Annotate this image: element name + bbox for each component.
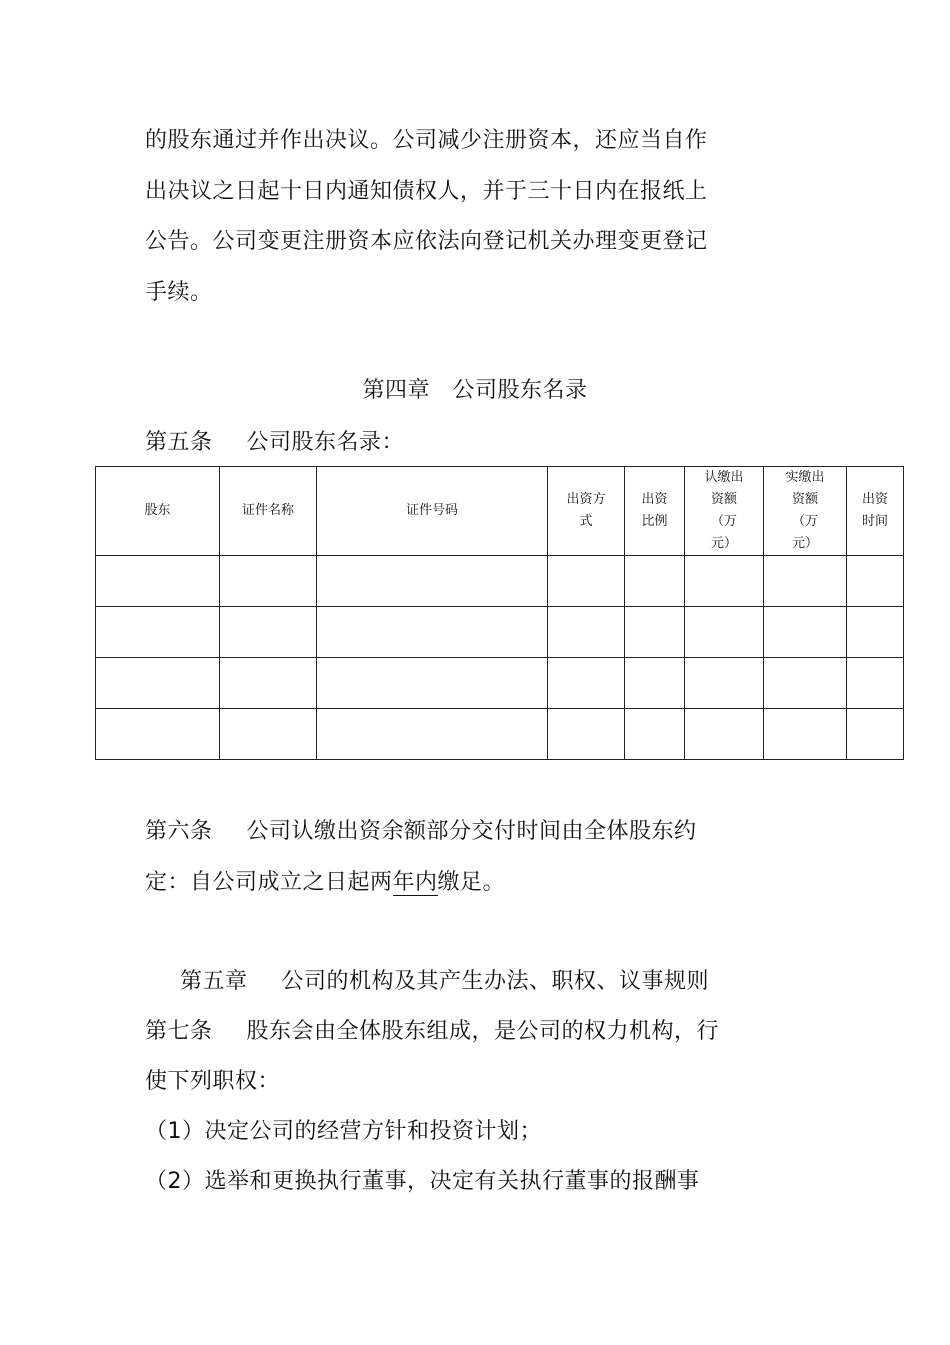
article-5-text: 公司股东名录： [246,430,405,455]
header-paid-amount: 实缴出 资额 （万 元） [764,467,847,556]
article-6-label: 第六条 [145,819,213,844]
table-row [96,658,904,709]
header-id-type: 证件名称 [220,467,317,556]
table-cell [548,658,625,709]
table-cell [548,556,625,607]
table-cell [685,607,764,658]
table-row [96,709,904,760]
table-cell [96,607,220,658]
table-cell [548,709,625,760]
table-cell [685,709,764,760]
article-6-text: 公司认缴出资余额部分交付时间由全体股东约 [246,819,697,844]
list-item: （2）选举和更换执行董事，决定有关执行董事的报酬事 [145,1169,700,1194]
table-cell [625,709,685,760]
chapter-5-heading [180,967,709,997]
table-cell [317,556,548,607]
table-cell [96,709,220,760]
article-7-line: 使下列职权： [145,1069,281,1094]
table-cell [764,658,847,709]
chapter-4-heading: 第四章 公司股东名录 [362,378,588,403]
header-subscribed-amount: 认缴出 资额 （万 元） [685,467,764,556]
table-cell [220,607,317,658]
intro-line: 出决议之日起十日内通知债权人，并于三十日内在报纸上 [145,179,708,204]
table-cell [96,556,220,607]
article-6-text: 定：自公司成立之日起两 [145,870,393,895]
table-cell [317,658,548,709]
header-shareholder: 股东 [96,467,220,556]
table-cell [625,607,685,658]
article-7-text: 股东会由全体股东组成，是公司的权力机构，行 [246,1019,720,1044]
table-cell [220,658,317,709]
header-id-number: 证件号码 [317,467,548,556]
table-cell [685,556,764,607]
table-cell [220,709,317,760]
article-7-line [145,1017,719,1047]
list-item: （1）决定公司的经营方针和投资计划； [145,1119,542,1144]
table-cell [764,556,847,607]
header-contribution-ratio: 出资 比例 [625,467,685,556]
table-header-row [96,467,904,556]
header-contribution-time: 出资 时间 [847,467,904,556]
table-cell [685,658,764,709]
shareholder-table [95,466,904,760]
table-cell [220,556,317,607]
table-cell [764,607,847,658]
intro-line: 公告。公司变更注册资本应依法向登记机关办理变更登记 [145,229,708,254]
table-row [96,607,904,658]
article-5-label: 第五条 [145,430,213,455]
intro-line: 的股东通过并作出决议。公司减少注册资本，还应当自作 [145,128,708,153]
table-cell [847,709,904,760]
table-cell [625,658,685,709]
underlined-text: 年内 [392,870,438,895]
table-cell [317,607,548,658]
intro-line: 手续。 [145,280,213,305]
article-7-label: 第七条 [145,1019,213,1044]
table-cell [548,607,625,658]
article-6-line [145,817,697,847]
article-6-text: 缴足。 [437,870,506,895]
table-row [96,556,904,607]
table-cell [847,556,904,607]
chapter-5-title: 公司的机构及其产生办法、职权、议事规则 [281,969,710,994]
header-contribution-method: 出资方 式 [548,467,625,556]
table-cell [317,709,548,760]
article-5 [145,428,404,458]
table-cell [847,607,904,658]
table-cell [625,556,685,607]
chapter-5-label: 第五章 [180,969,248,994]
table-cell [764,709,847,760]
table-cell [847,658,904,709]
table-cell [96,658,220,709]
article-6-line [145,868,505,898]
